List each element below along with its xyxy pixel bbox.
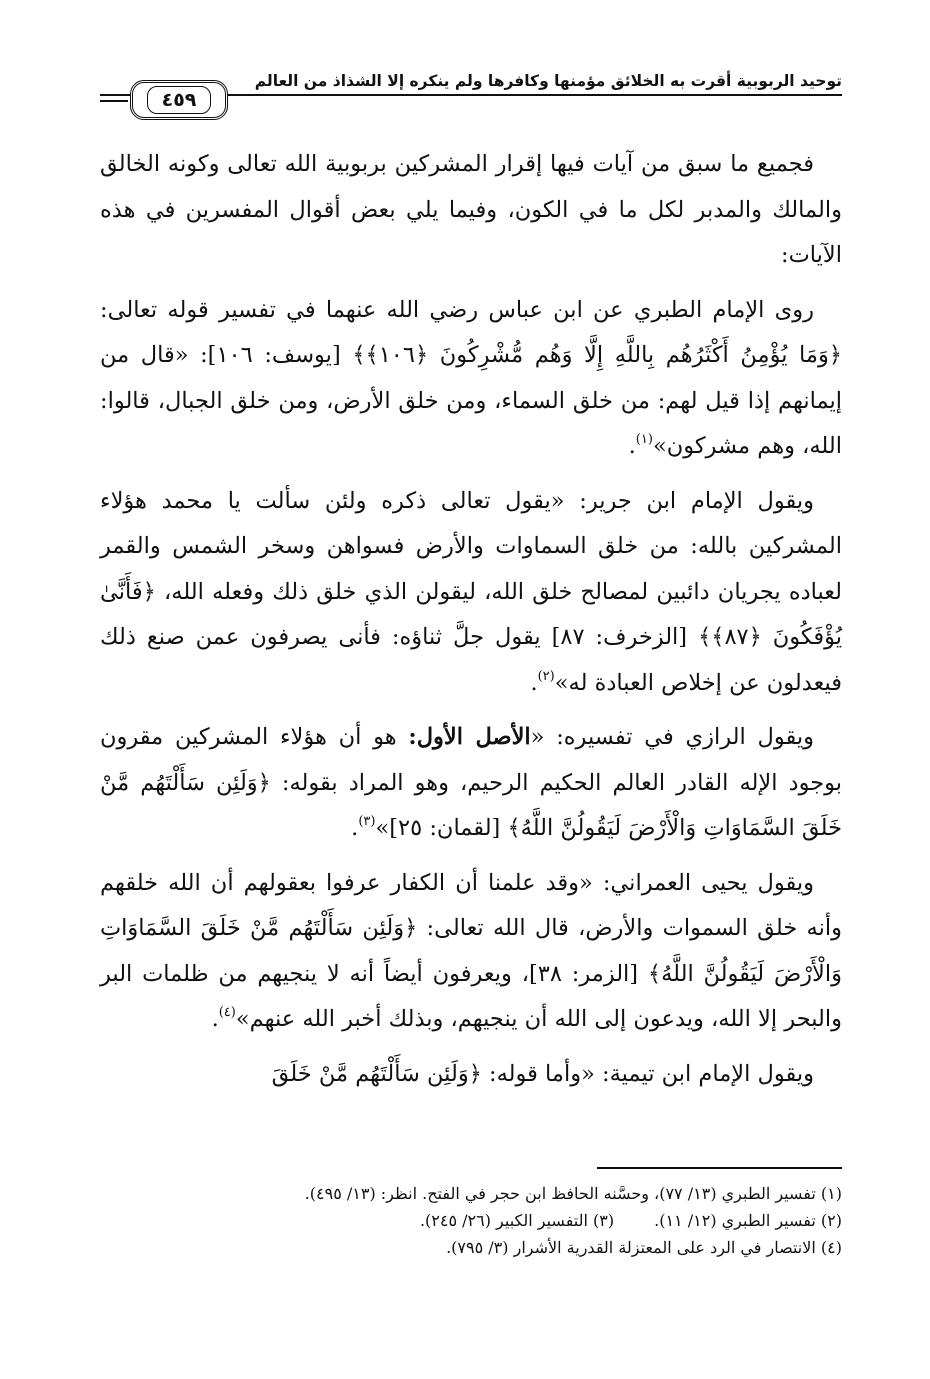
footnote-2: (٢) تفسير الطبري (١٢/ ١١).: [654, 1211, 842, 1230]
paragraph-1: فجميع ما سبق من آيات فيها إقرار المشركين بربوبية الله تعالى وكونه الخالق والمالك والمدبر لكل ما في الكون، وفيما يلي بعض أقوال المفسرين في هذه الآيات:: [100, 151, 842, 268]
paragraph-3: [100, 479, 842, 707]
paragraph-4-text: هو أن هؤلاء المشركين مقرون بوجود الإله القادر العالم الحكيم الرحيم، وهو المراد بقوله: ﴿وَلَئِن سَأَلْتَهُم مَّنْ خَلَقَ السَّمَاوَاتِ وَالْأَرْضَ لَيَقُولُنَّ اللَّهُ﴾ [لقمان: ٢٥]»: [100, 724, 842, 841]
page-number-frame: [130, 80, 228, 120]
footnote-3: (٣) التفسير الكبير (٢٦/ ٢٤٥).: [419, 1211, 615, 1230]
paragraph-6: ويقول الإمام ابن تيمية: «وأما قوله: ﴿وَلَئِن سَأَلْتَهُم مَّنْ خَلَقَ: [271, 1060, 814, 1087]
paragraph-5-end: .: [211, 1006, 219, 1032]
paragraph-2: [100, 288, 842, 470]
paragraph-5: [100, 861, 842, 1043]
paragraph-5-text: ويقول يحيى العمراني: «وقد علمنا أن الكفار عرفوا بعقولهم أن الله خلقهم وأنه خلق السموات والأرض، قال الله تعالى: ﴿وَلَئِن سَأَلْتَهُم مَّنْ خَلَقَ السَّمَاوَاتِ وَالْأَرْضَ لَيَقُولُنَّ اللَّهُ﴾ [الزمر: ٣٨]، ويعرفون أيضاً أنه لا ينجيهم من ظلمات البر والبحر إلا الله، ويدعون إلى الله أن ينجيهم، وبذلك أخبر الله عنهم»: [100, 869, 842, 1032]
paragraph-2-text: روى الإمام الطبري عن ابن عباس رضي الله عنهما في تفسير قوله تعالى: ﴿وَمَا يُؤْمِنُ أَكْثَرُهُم بِاللَّهِ إِلَّا وَهُم مُّشْرِكُونَ ﴿١٠٦﴾﴾ [يوسف: ١٠٦]: «قال من إيمانهم إذا قيل لهم: من خلق السماء، ومن خلق الأرض، ومن خلق الجبال، قالوا: الله، وهم مشركون»: [100, 296, 843, 459]
footnote-ref-2: (٢): [537, 668, 555, 684]
footnote-1: (١) تفسير الطبري (١٣/ ٧٧)، وحسَّنه الحافظ ابن حجر في الفتح. انظر: (١٣/ ٤٩٥).: [304, 1184, 842, 1203]
footnote-separator: [597, 1167, 842, 1169]
footnote-ref-3: (٣): [358, 814, 376, 829]
paragraph-4-bold: الأصل الأول:: [408, 724, 531, 750]
running-title: توحيد الربوبية أقرت به الخلائق مؤمنها وكافرها ولم ينكره إلا الشذاذ من العالم: [254, 72, 842, 90]
paragraph-2-end: .: [628, 433, 636, 459]
main-text: [100, 142, 842, 1097]
paragraph-4-end: .: [351, 815, 359, 841]
footnote-2-3: [100, 1207, 842, 1234]
paragraph-3-text: ويقول الإمام ابن جرير: «يقول تعالى ذكره ولئن سألت يا محمد هؤلاء المشركين بالله: من خلق السماوات والأرض فسواهن وسخر الشمس والقمر لعباده يجريان دائبين لمصالح خلق الله، ليقولن الذي خلق ذلك وفعله الله، ﴿فَأَنَّىٰ يُؤْفَكُونَ ﴿٨٧﴾﴾ [الزخرف: ٨٧] يقول جلَّ ثناؤه: فأنى يصرفون عمن صنع ذلك فيعدلون عن إخلاص العبادة له»: [100, 487, 842, 696]
header-rule-left: [100, 100, 128, 102]
running-header: [100, 70, 842, 126]
footnote-ref-1: (١): [635, 432, 653, 447]
paragraph-4: [100, 715, 842, 852]
paragraph-3-end: .: [530, 669, 538, 696]
paragraph-4-lead: ويقول الرازي في تفسيره: «: [530, 724, 814, 750]
page-number: ٤٥٩: [147, 86, 212, 114]
footnote-ref-4: (٤): [218, 1005, 236, 1020]
footnotes: [100, 1180, 842, 1261]
footnote-4: (٤) الانتصار في الرد على المعتزلة القدرية الأشرار (٣/ ٧٩٥).: [446, 1238, 842, 1257]
